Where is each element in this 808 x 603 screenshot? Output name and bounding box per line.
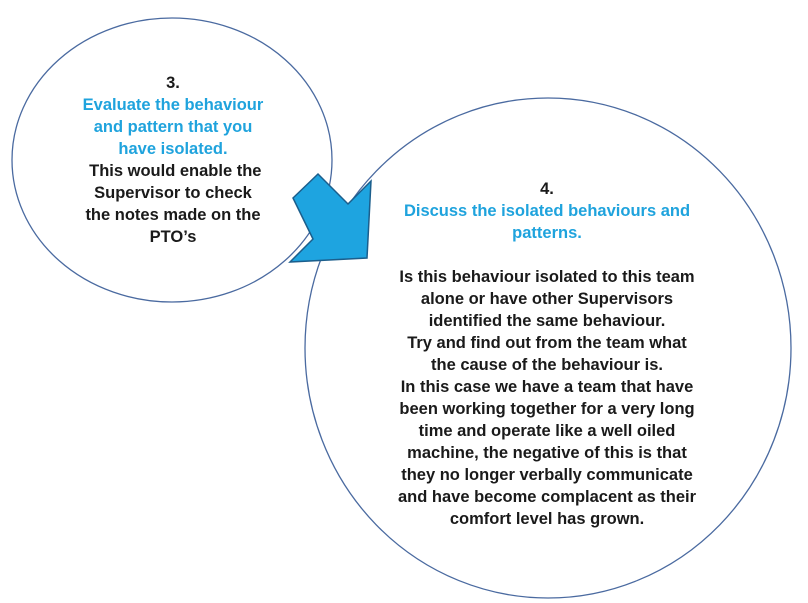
step-4-body-line: been working together for a very long — [399, 400, 695, 418]
step-3-heading-line: have isolated. — [118, 140, 228, 158]
step-4-body-line: In this case we have a team that have — [400, 378, 694, 396]
step-4-body-line: time and operate like a well oiled — [418, 422, 676, 440]
step-3-heading-line: and pattern that you — [93, 118, 253, 136]
step-4-body-line: comfort level has grown. — [449, 510, 645, 528]
step-4-number: 4. — [540, 180, 554, 198]
step-4-body-line: the cause of the behaviour is. — [431, 356, 663, 374]
step-4-body-line: they no longer verbally communicate — [401, 466, 693, 484]
step-4-heading-line: patterns. — [512, 224, 582, 242]
step-3-text — [58, 72, 288, 248]
step-4-body-line: Try and find out from the team what — [407, 334, 687, 352]
step-3-body-line: This would enable the — [84, 162, 262, 180]
step-4-body-line: alone or have other Supervisors — [420, 290, 674, 308]
step-4-body-line: identified the same behaviour. — [428, 312, 666, 330]
step-4-body-line: machine, the negative of this is that — [407, 444, 687, 462]
step-4-heading-line: Discuss the isolated behaviours and — [403, 202, 691, 220]
step-3-body-line: the notes made on the — [85, 206, 261, 224]
spacer — [372, 244, 722, 266]
step-4-body-line: and have become complacent as their — [397, 488, 697, 506]
step-4-text — [372, 178, 722, 530]
step-3-body-line: Supervisor to check — [94, 184, 252, 202]
step-3-heading-line: Evaluate the behaviour — [82, 96, 264, 114]
step-4-body-line: Is this behaviour isolated to this team — [399, 268, 695, 286]
step-3-body-line: PTO’s — [149, 228, 197, 246]
step-3-number: 3. — [166, 74, 180, 92]
